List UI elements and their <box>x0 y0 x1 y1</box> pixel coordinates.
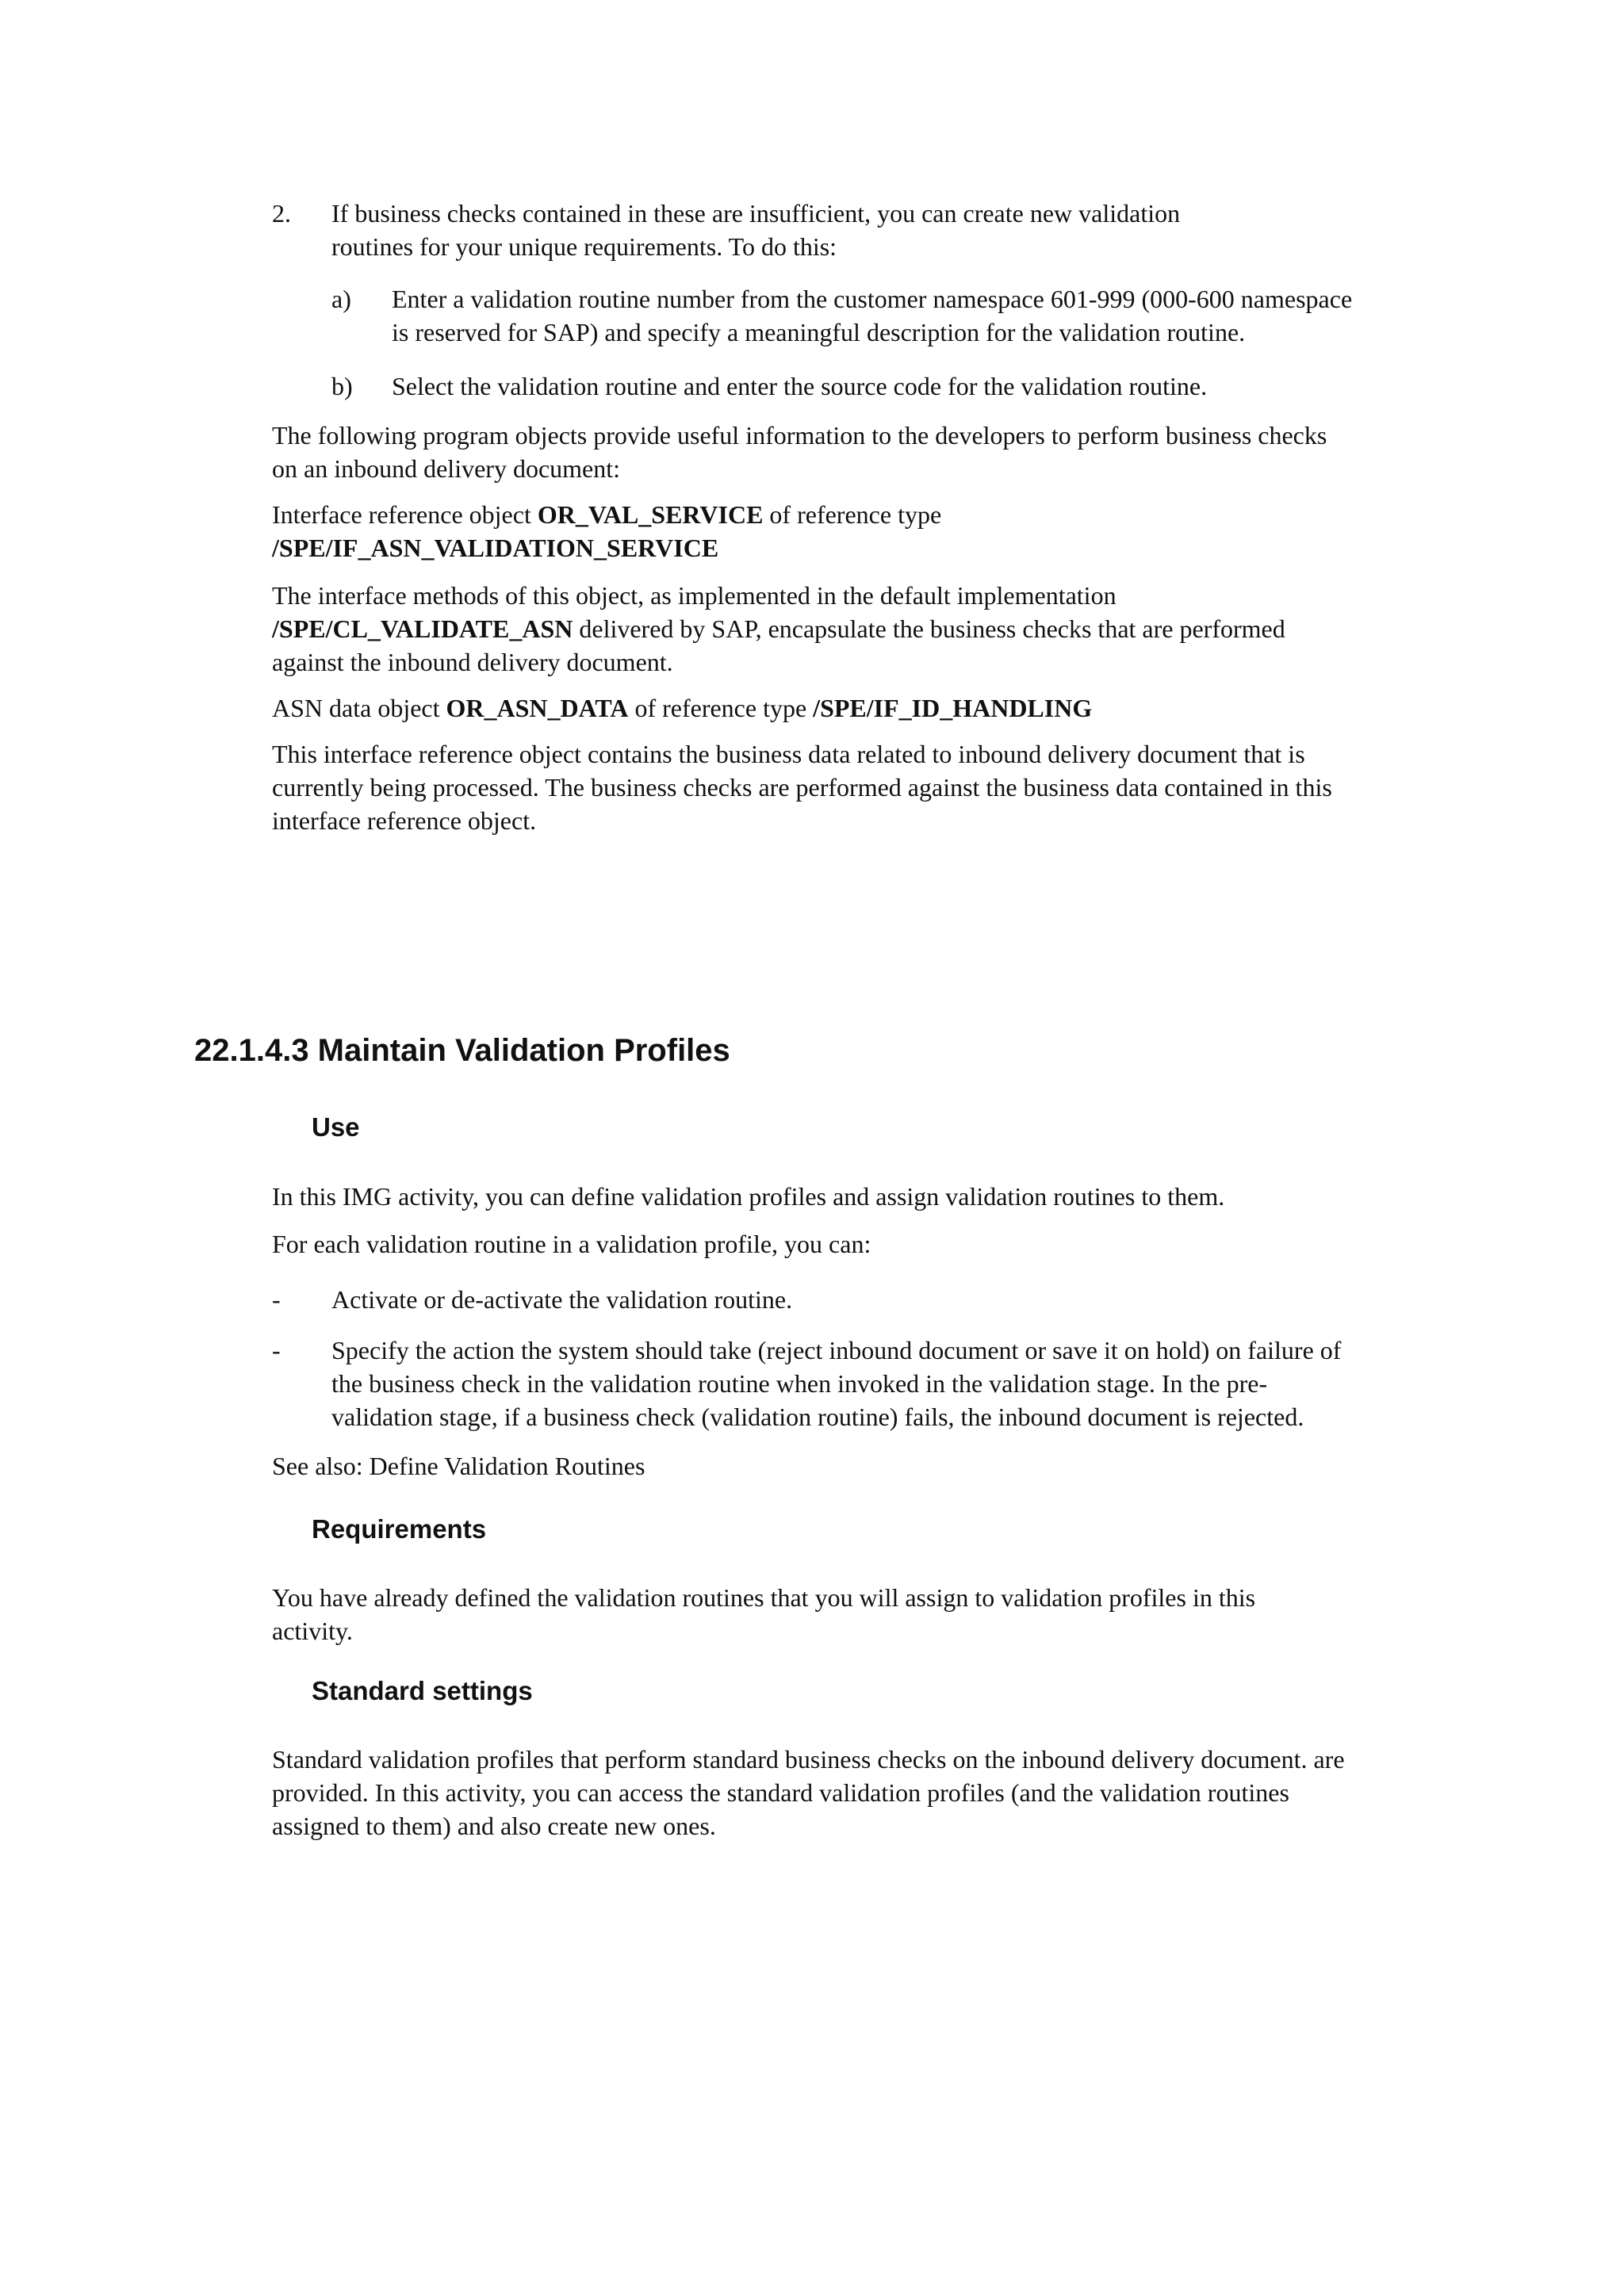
paragraph-line: on an inbound delivery document: <box>272 454 621 483</box>
step-text-line: routines for your unique requirements. To do this: <box>331 232 837 261</box>
interface-ref-type: /SPE/IF_ASN_VALIDATION_SERVICE <box>272 534 719 562</box>
asn-data-line <box>272 691 1092 725</box>
paragraph-line: Standard validation profiles that perform standard business checks on the inbound delivery document. are <box>272 1745 1345 1774</box>
substep-marker: b) <box>331 372 353 400</box>
section-title: 22.1.4.3 Maintain Validation Profiles <box>194 1033 730 1068</box>
paragraph-line: interface reference object. <box>272 806 537 835</box>
interface-ref-line <box>272 498 941 531</box>
requirements-heading: Requirements <box>312 1514 487 1544</box>
paragraph-line: provided. In this activity, you can access the standard validation profiles (and the validation routines <box>272 1778 1289 1807</box>
bullet-text-line: Specify the action the system should take (reject inbound document or save it on hold) on failure of <box>331 1336 1342 1364</box>
use-heading: Use <box>312 1112 360 1142</box>
paragraph-line: activity. <box>272 1617 353 1645</box>
methods-class: /SPE/CL_VALIDATE_ASN <box>272 614 573 643</box>
interface-ref-object: OR_VAL_SERVICE <box>537 500 764 529</box>
step-text-line: If business checks contained in these are insufficient, you can create new validation <box>331 199 1181 228</box>
paragraph-line: You have already defined the validation routines that you will assign to validation profiles in this <box>272 1583 1256 1612</box>
paragraph-line: assigned to them) and also create new ones. <box>272 1812 716 1840</box>
asn-type: /SPE/IF_ID_HANDLING <box>813 694 1093 722</box>
interface-ref-prefix: Interface reference object <box>272 500 538 529</box>
asn-object: OR_ASN_DATA <box>446 694 629 722</box>
bullet-dash: - <box>272 1285 281 1314</box>
paragraph-line: The interface methods of this object, as implemented in the default implementation <box>272 581 1116 610</box>
substep-text-line: is reserved for SAP) and specify a meaningful description for the validation routine. <box>392 318 1246 346</box>
substep-marker: a) <box>331 285 351 313</box>
paragraph-line: For each validation routine in a validation profile, you can: <box>272 1230 871 1258</box>
methods-class-line <box>272 612 1285 645</box>
paragraph-line: against the inbound delivery document. <box>272 648 673 676</box>
substep-text-line: Select the validation routine and enter the source code for the validation routine. <box>392 372 1208 400</box>
bullet-dash: - <box>272 1336 281 1364</box>
methods-rest: delivered by SAP, encapsulate the business checks that are performed <box>573 614 1285 643</box>
paragraph-line: This interface reference object contains the business data related to inbound delivery document that is <box>272 740 1305 768</box>
substep-text-line: Enter a validation routine number from the customer namespace 601-999 (000-600 namespace <box>392 285 1353 313</box>
bullet-text-line: the business check in the validation routine when invoked in the validation stage. In the pre- <box>331 1369 1268 1398</box>
interface-ref-middle: of reference type <box>763 500 942 529</box>
step-number: 2. <box>272 199 291 228</box>
paragraph-line: The following program objects provide useful information to the developers to perform business checks <box>272 421 1327 450</box>
bullet-text-line: Activate or de-activate the validation routine. <box>331 1285 793 1314</box>
asn-prefix: ASN data object <box>272 694 446 722</box>
see-also: See also: Define Validation Routines <box>272 1452 645 1480</box>
standard-settings-heading: Standard settings <box>312 1676 533 1705</box>
bullet-text-line: validation stage, if a business check (validation routine) fails, the inbound document is rejected. <box>331 1402 1304 1431</box>
paragraph-line: In this IMG activity, you can define validation profiles and assign validation routines to them. <box>272 1182 1225 1211</box>
asn-middle: of reference type <box>628 694 814 722</box>
paragraph-line: currently being processed. The business checks are performed against the business data contained in this <box>272 773 1332 802</box>
